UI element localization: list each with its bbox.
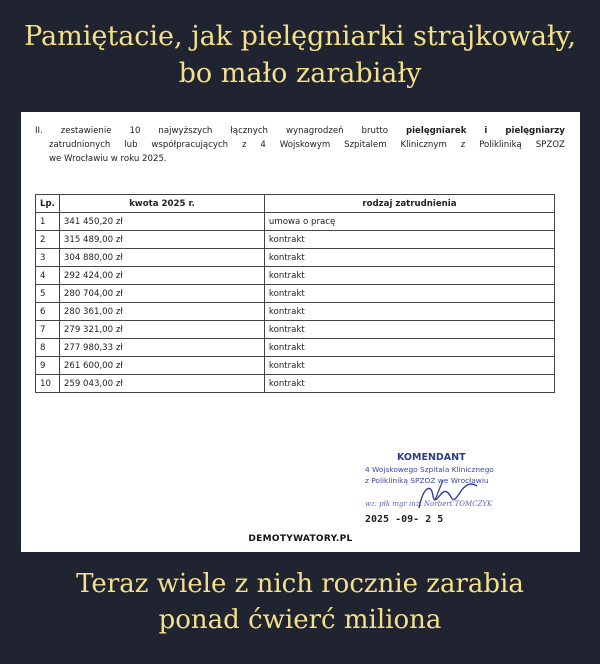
row-lp: 5 (36, 285, 60, 303)
intro-line-1 (35, 124, 565, 138)
row-amount: 292 424,00 zł (59, 267, 264, 285)
table-row (36, 267, 555, 285)
intro-word: pielęgniarek (405, 126, 467, 136)
row-amount: 304 880,00 zł (59, 249, 264, 267)
stamp-date: 2025 -09- 2 5 (365, 514, 444, 525)
stamp-line-4: wz. płk mgr inż. Norbert TOMCZYK (365, 500, 493, 508)
intro-word: z (460, 140, 466, 150)
document-image (21, 112, 580, 552)
intro-word: Szpitalem (344, 140, 387, 150)
caption-line-2: ponad ćwierć miliona (158, 605, 442, 635)
row-employment-type: kontrakt (264, 285, 554, 303)
header-employment-type: rodzaj zatrudnienia (264, 195, 554, 213)
intro-word: wynagrodzeń (285, 126, 344, 136)
row-lp: 6 (36, 303, 60, 321)
row-employment-type: kontrakt (264, 231, 554, 249)
intro-word: Klinicznym (400, 140, 447, 150)
intro-word: i (484, 126, 488, 136)
intro-word: zatrudnionych (49, 140, 111, 150)
caption-line-1: Teraz wiele z nich rocznie zarabia (76, 569, 524, 599)
salary-table (35, 194, 555, 393)
intro-word: brutto (361, 126, 388, 136)
row-lp: 3 (36, 249, 60, 267)
row-amount: 315 489,00 zł (59, 231, 264, 249)
row-lp: 7 (36, 321, 60, 339)
intro-word: zestawienie (60, 126, 112, 136)
intro-line-2 (35, 138, 565, 152)
row-amount: 280 361,00 zł (59, 303, 264, 321)
intro-word: z (242, 140, 247, 150)
table-header-row (36, 195, 555, 213)
table-row (36, 285, 555, 303)
row-amount: 279 321,00 zł (59, 321, 264, 339)
title-line-1: Pamiętacie, jak pielęgniarki strajkowały, (24, 21, 576, 52)
intro-word: SPZOZ (535, 140, 565, 150)
row-amount: 259 043,00 zł (59, 375, 264, 393)
table-row (36, 249, 555, 267)
intro-word: lub (124, 140, 138, 150)
intro-word: pielęgniarzy (505, 126, 565, 136)
table-row (36, 213, 555, 231)
intro-word: Wojskowym (279, 140, 331, 150)
intro-word: 10 (129, 126, 141, 136)
row-amount: 280 704,00 zł (59, 285, 264, 303)
page-title (0, 18, 600, 92)
stamp-line-2: 4 Wojskowego Szpitala Klinicznego (365, 465, 494, 474)
row-employment-type: kontrakt (264, 249, 554, 267)
table-row (36, 231, 555, 249)
row-employment-type: umowa o pracę (264, 213, 554, 231)
intro-prefix: II. (35, 126, 43, 136)
row-employment-type: kontrakt (264, 321, 554, 339)
table-row (36, 321, 555, 339)
document-intro (35, 124, 565, 166)
table-row (36, 339, 555, 357)
header-amount: kwota 2025 r. (59, 195, 264, 213)
title-line-2: bo mało zarabiały (178, 58, 422, 89)
row-employment-type: kontrakt (264, 375, 554, 393)
intro-word: 4 (260, 140, 266, 150)
row-employment-type: kontrakt (264, 267, 554, 285)
row-amount: 341 450,20 zł (59, 213, 264, 231)
row-amount: 261 600,00 zł (59, 357, 264, 375)
table-row (36, 357, 555, 375)
row-lp: 1 (36, 213, 60, 231)
row-amount: 277 980,33 zł (59, 339, 264, 357)
caption (0, 566, 600, 638)
intro-word: łącznych (230, 126, 269, 136)
row-lp: 8 (36, 339, 60, 357)
intro-word: Polikliniką (479, 140, 522, 150)
stamp-line-1: KOMENDANT (397, 452, 466, 463)
table-row (36, 375, 555, 393)
row-employment-type: kontrakt (264, 303, 554, 321)
row-lp: 10 (36, 375, 60, 393)
row-employment-type: kontrakt (264, 357, 554, 375)
intro-line-3: we Wrocławiu w roku 2025. (49, 154, 167, 164)
row-lp: 2 (36, 231, 60, 249)
intro-word: najwyższych (158, 126, 213, 136)
intro-word: współpracujących (151, 140, 229, 150)
stamp-line-3: z Polikliniką SPZOZ we Wrocławiu (365, 476, 489, 485)
watermark: DEMOTYWATORY.PL (248, 534, 353, 544)
row-employment-type: kontrakt (264, 339, 554, 357)
table-row (36, 303, 555, 321)
row-lp: 4 (36, 267, 60, 285)
commander-stamp (361, 448, 561, 548)
row-lp: 9 (36, 357, 60, 375)
header-lp: Lp. (36, 195, 60, 213)
